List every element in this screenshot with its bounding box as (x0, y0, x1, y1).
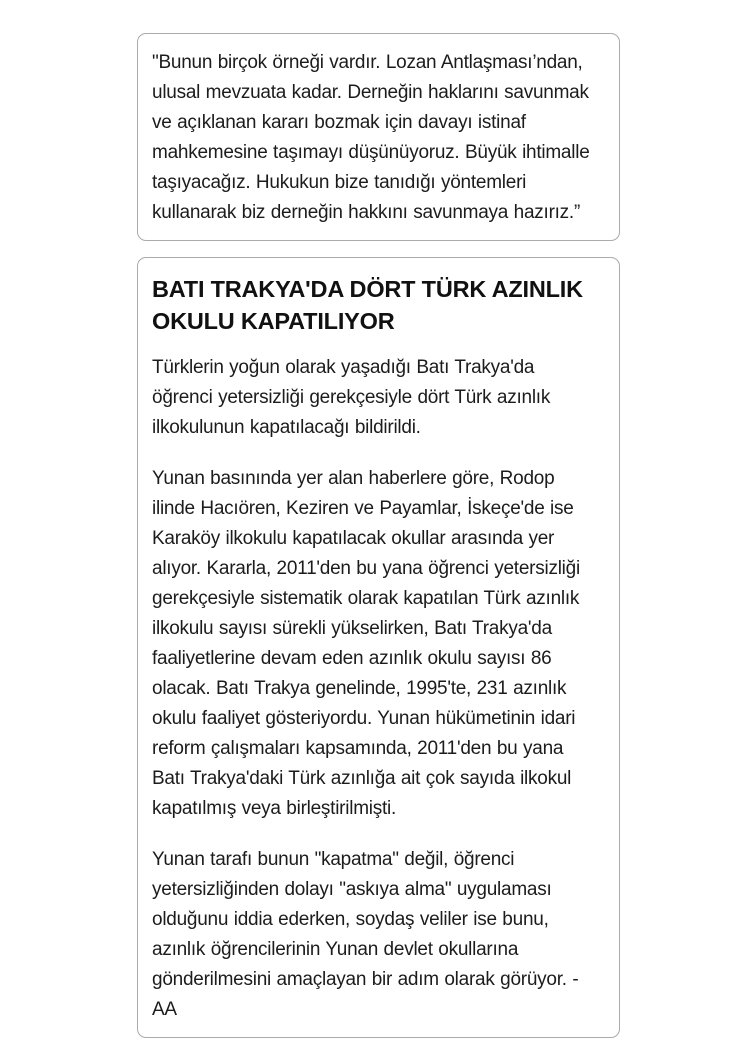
article-paragraph-1: Türklerin yoğun olarak yaşadığı Batı Trakya'da öğrenci yetersizliği gerekçesiyle dört Türk azınlık ilkokulunun kapatılacağı bildirildi. (152, 357, 551, 438)
quote-text: "Bunun birçok örneği vardır. Lozan Antlaşması’ndan, ulusal mevzuata kadar. Derneğin haklarını savunmak ve açıklanan kararı bozmak için davayı istinaf mahkemesine taşımayı düşünüyoruz. Büyük ihtimalle taşıyacağız. Hukukun bize tanıdığı yöntemleri kullanarak biz derneğin hakkını savunmaya hazırız.” (152, 52, 590, 223)
quote-card (137, 33, 620, 241)
content-column (137, 33, 620, 1038)
article-paragraph-2: Yunan basınında yer alan haberlere göre, Rodop ilinde Hacıören, Keziren ve Payamlar, İskeçe'de ise Karaköy ilkokulu kapatılacak okullar arasında yer alıyor. Kararla, 2011'den bu yana öğrenci yetersizliği gerekçesiyle sistematik olarak kapatılan Türk azınlık ilkokulu sayısı sürekli yükselirken, Batı Trakya'da faaliyetlerine devam eden azınlık okulu sayısı 86 olacak. Batı Trakya genelinde, 1995'te, 231 azınlık okulu faaliyet gösteriyordu. Yunan hükümetinin idari reform çalışmaları kapsamında, 2011'den bu yana Batı Trakya'daki Türk azınlığa ait çok sayıda ilkokul kapatılmış veya birleştirilmişti. (152, 468, 580, 819)
article-card (137, 257, 620, 1038)
article-paragraph-3: Yunan tarafı bunun "kapatma" değil, öğrenci yetersizliğinden dolayı "askıya alma" uygulaması olduğunu iddia ederken, soydaş veliler ise bunu, azınlık öğrencilerinin Yunan devlet okullarına gönderilmesini amaçlayan bir adım olarak görüyor. - AA (152, 849, 579, 1020)
article-heading: BATI TRAKYA'DA DÖRT TÜRK AZINLIK OKULU KAPATILIYOR (152, 276, 583, 334)
